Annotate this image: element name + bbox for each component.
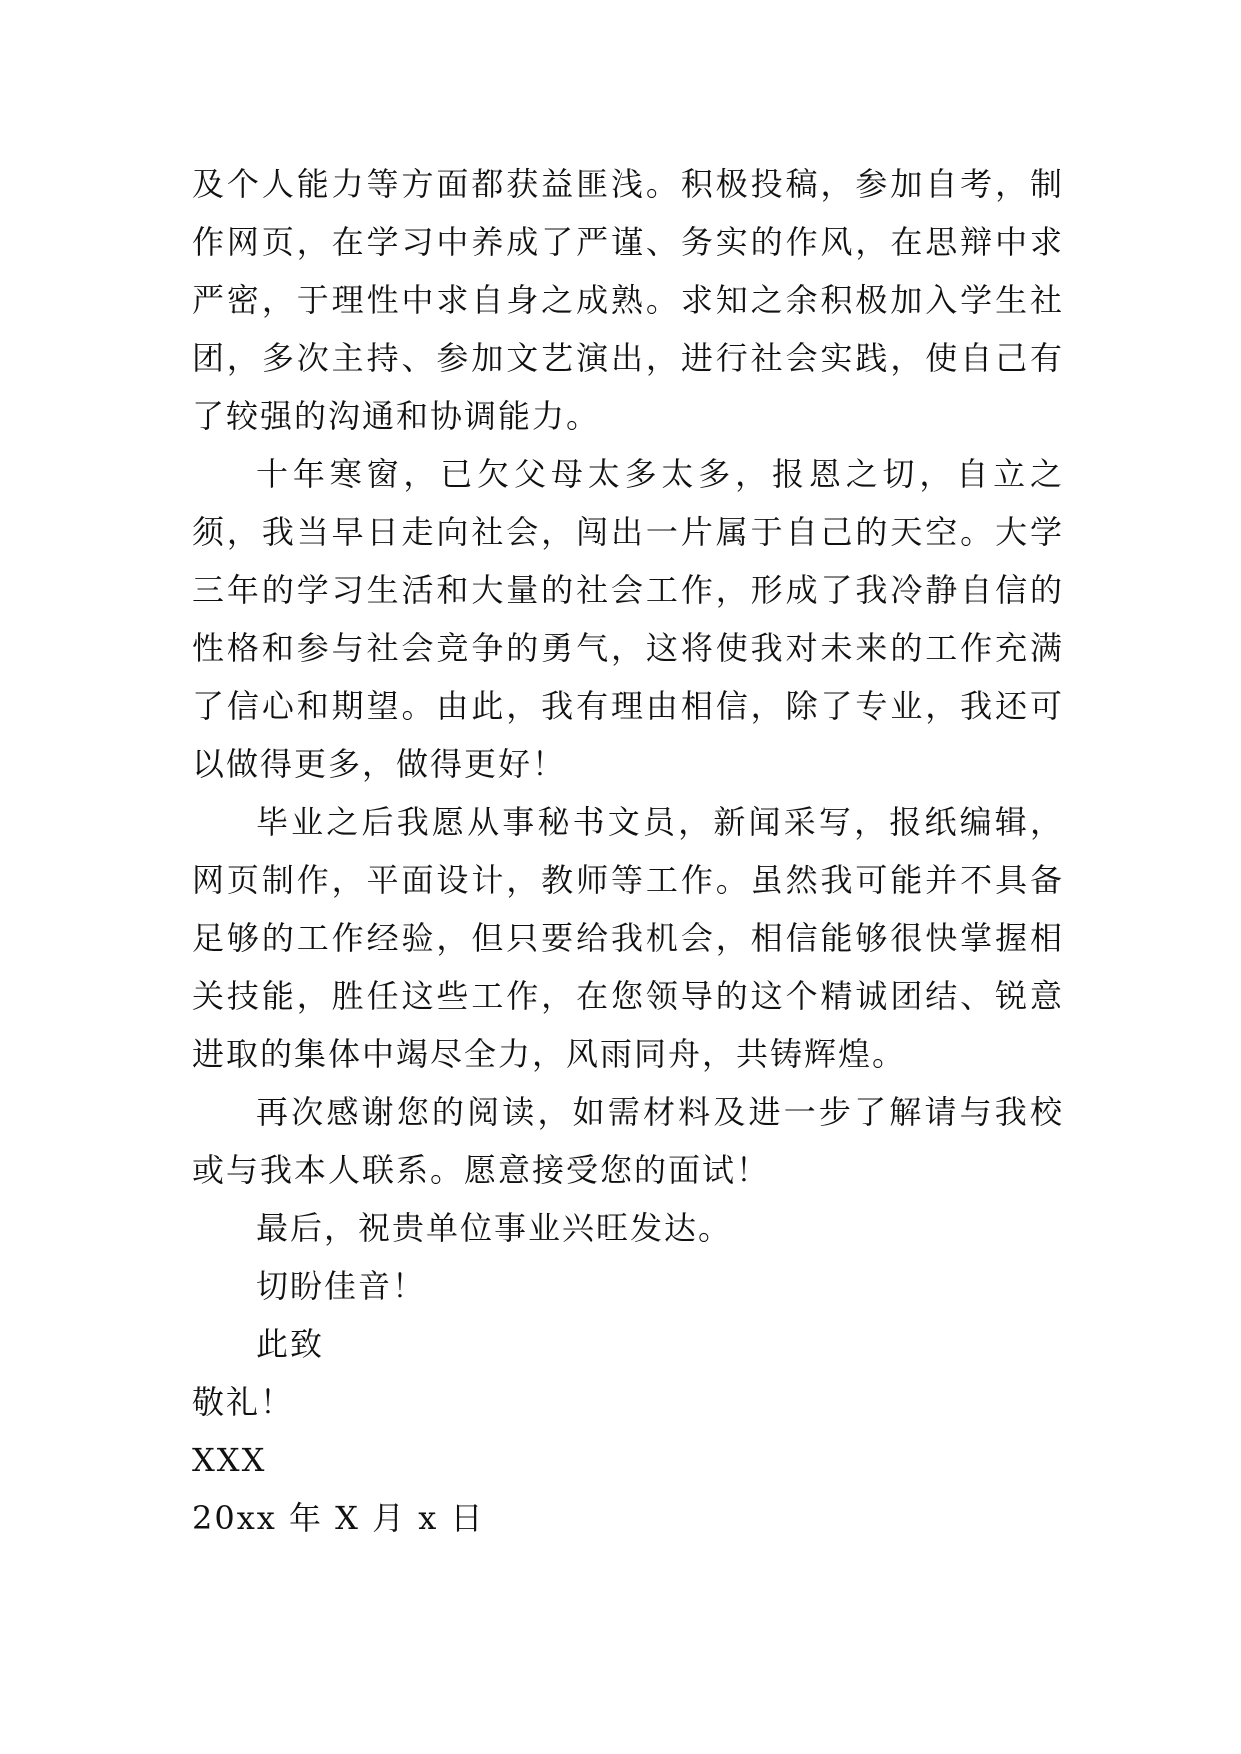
signature: XXX [192, 1441, 267, 1479]
hope-line: 切盼佳音！ [256, 1267, 427, 1305]
closing-wish: 最后，祝贵单位事业兴旺发达。 [256, 1209, 733, 1247]
date: 20xx 年 X 月 x 日 [192, 1499, 485, 1537]
paragraph-career-goals: 毕业之后我愿从事秘书文员，新闻采写，报纸编辑，网页制作，平面设计，教师等工作。虽然我可能并不具备足够的工作经验，但只要给我机会，相信能够很快掌握相关技能，胜任这些工作，在您领导的这个精诚团结、锐意进取的集体中竭尽全力，风雨同舟，共铸辉煌。 [192, 803, 1064, 1073]
salutation-zhizhi: 此致 [256, 1325, 325, 1363]
paragraph-abilities: 及个人能力等方面都获益匪浅。积极投稿，参加自考，制作网页，在学习中养成了严谨、务实的作风，在思辩中求严密，于理性中求自身之成熟。求知之余积极加入学生社团，多次主持、参加文艺演出，进行社会实践，使自己有了较强的沟通和协调能力。 [192, 165, 1064, 435]
salutation-jingli: 敬礼！ [192, 1383, 295, 1421]
letter-body [192, 155, 1064, 1547]
paragraph-ambition: 十年寒窗，已欠父母太多太多，报恩之切，自立之须，我当早日走向社会，闯出一片属于自己的天空。大学三年的学习生活和大量的社会工作，形成了我冷静自信的性格和参与社会竞争的勇气，这将使我对未来的工作充满了信心和期望。由此，我有理由相信，除了专业，我还可以做得更多，做得更好！ [192, 455, 1064, 783]
paragraph-thanks: 再次感谢您的阅读，如需材料及进一步了解请与我校或与我本人联系。愿意接受您的面试！ [192, 1093, 1064, 1189]
